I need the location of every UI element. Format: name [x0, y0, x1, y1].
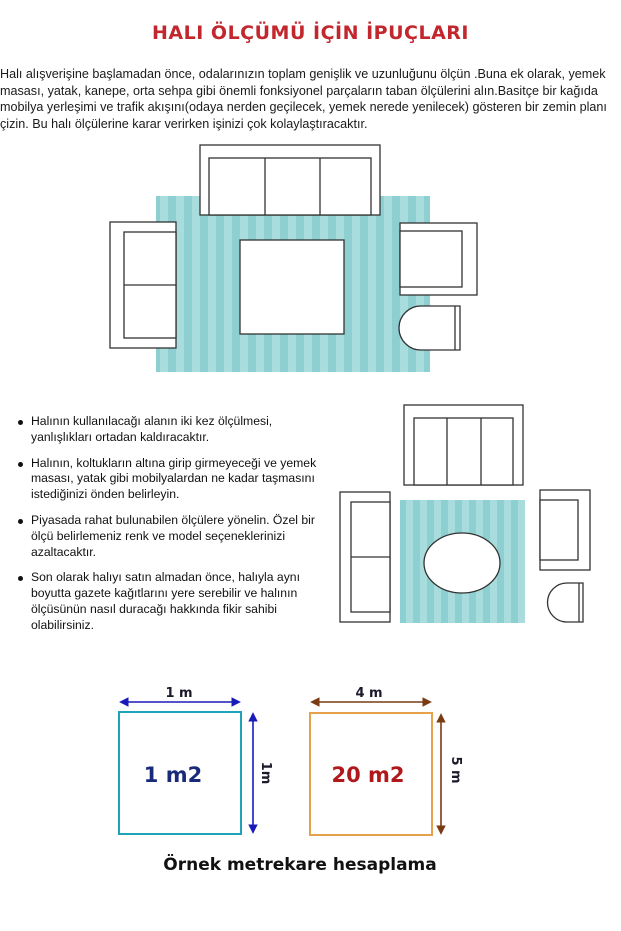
- example-1-area-label: 1 m2: [143, 763, 203, 787]
- armchair-left-2: [340, 492, 390, 622]
- tip-item: Halının, koltukların altına girip girmeyeceği ve yemek masası, yatak gibi mobilyalardan ne kadar taşmasını istediğinizi önden belirleyin.: [18, 456, 334, 503]
- intro-text: Halı alışverişine başlamadan önce, odalarınızın toplam genişlik ve uzunluğunu ölçün .Buna ek olarak, yemek masası, yatak, kanepe, orta sehpa gibi önemli fonksiyonel parçaların taban ölçülerini alın.Basitçe bir kağıda mobilya yerleşimi ve trafik akışını(odaya nerden geçilecek, yemek nerede yenilecek) gösteren bir zemin planı çizin. Bu halı ölçülerine karar verirken işinizi çok kolaylaştıracaktır.: [0, 67, 607, 131]
- armchair-right-1: [400, 223, 477, 295]
- tips-list: [18, 414, 334, 644]
- floor-plan-2: [340, 405, 590, 623]
- coffee-table-1: [240, 240, 344, 334]
- tip-item: Son olarak halıyı satın almadan önce, halıyla aynı boyutta gazete kağıtlarını yere serebilir ve halının ölçüsünün nasıl duracağı hakkında fikir sahibi olabilirsiniz.: [18, 570, 334, 633]
- tip-item: Halının kullanılacağı alanın iki kez ölçülmesi, yanlışlıkları ortadan kaldıracaktır.: [18, 414, 334, 446]
- example-1-height-label: 1m: [258, 761, 273, 785]
- sofa-top-2: [404, 405, 523, 485]
- tip-item: Piyasada rahat bulunabilen ölçülere yönelin. Özel bir ölçü belirlemeniz renk ve model seçeneklerinizi azaltacaktır.: [18, 513, 334, 560]
- dining-table-2: [424, 533, 500, 593]
- example-1-width-label: 1 m: [165, 686, 193, 701]
- example-2-height-label: 5 m: [448, 756, 463, 784]
- floor-plan-1: [110, 145, 477, 372]
- sofa-top-1: [200, 145, 380, 215]
- armchair-right-2: [540, 490, 590, 570]
- example-caption: Örnek metrekare hesaplama: [163, 855, 437, 875]
- example-2-width-label: 4 m: [355, 686, 383, 701]
- armchair-left-1: [110, 222, 176, 348]
- side-table-1: [399, 306, 460, 350]
- example-2-area-label: 20 m2: [331, 763, 405, 787]
- page-title: HALI ÖLÇÜMÜ İÇİN İPUÇLARI: [152, 22, 469, 44]
- side-table-2: [548, 583, 584, 622]
